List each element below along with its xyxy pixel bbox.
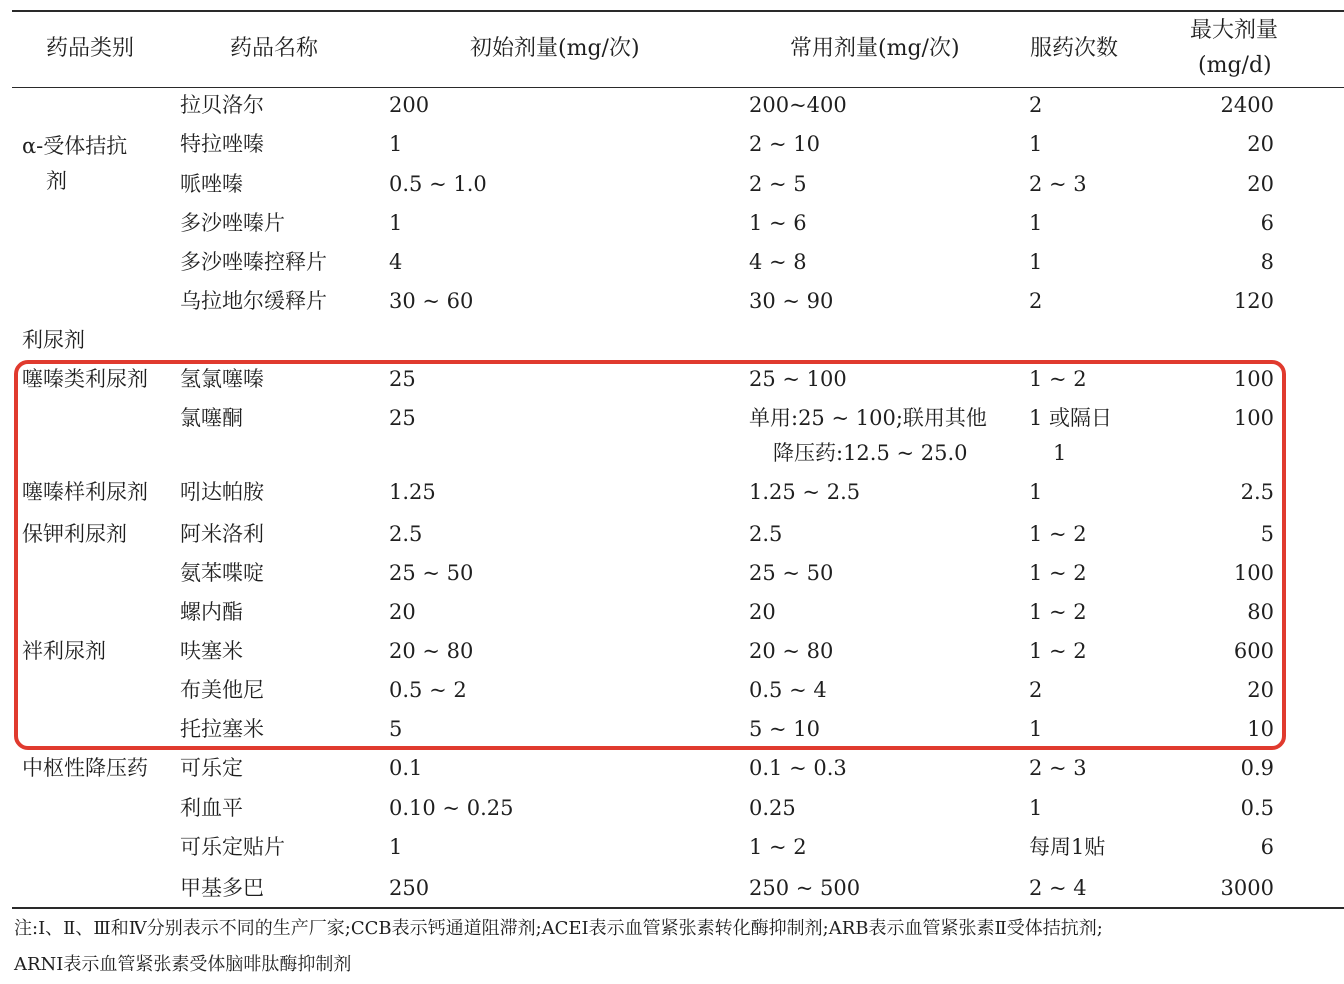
usual-dose: 4 ~ 8: [749, 250, 807, 274]
initial-dose: 25 ~ 50: [389, 561, 474, 585]
usual-dose: 200~400: [749, 93, 847, 117]
drug-name: 特拉唑嗪: [180, 132, 264, 156]
initial-dose: 20 ~ 80: [389, 639, 474, 663]
max-dose: 20: [1247, 678, 1274, 702]
dose-frequency: 1 ~ 2: [1029, 600, 1087, 624]
initial-dose: 4: [389, 250, 403, 274]
drug-name: 吲达帕胺: [180, 480, 264, 504]
initial-dose: 0.5 ~ 2: [389, 678, 467, 702]
dose-frequency: 1: [1029, 480, 1043, 504]
drug-name: 甲基多巴: [180, 876, 264, 900]
table-bottom-rule: [12, 907, 1344, 909]
max-dose: 6: [1260, 835, 1274, 859]
max-dose: 100: [1233, 561, 1274, 585]
category-thiazide: 噻嗪类利尿剂: [22, 367, 148, 391]
initial-dose: 5: [389, 717, 403, 741]
dose-frequency: 1: [1029, 796, 1043, 820]
usual-dose-cont: 降压药:12.5 ~ 25.0: [773, 441, 968, 465]
category-alpha-blocker-cont: 剂: [46, 169, 67, 193]
max-dose: 8: [1260, 250, 1274, 274]
initial-dose: 200: [389, 93, 430, 117]
initial-dose: 20: [389, 600, 416, 624]
usual-dose: 25 ~ 50: [749, 561, 834, 585]
initial-dose: 1.25: [389, 480, 436, 504]
drug-name: 氯噻酮: [180, 406, 243, 430]
header-max-dose-unit: (mg/d): [1198, 53, 1272, 78]
usual-dose: 30 ~ 90: [749, 289, 834, 313]
usual-dose: 250 ~ 500: [749, 876, 861, 900]
max-dose: 2.5: [1240, 480, 1274, 504]
max-dose: 100: [1233, 406, 1274, 430]
header-max-dose: 最大剂量: [1190, 18, 1279, 43]
drug-name: 阿米洛利: [180, 522, 264, 546]
drug-name: 哌唑嗪: [180, 172, 243, 196]
dose-frequency: 1 ~ 2: [1029, 561, 1087, 585]
category-diuretic: 利尿剂: [22, 328, 85, 352]
drug-name: 布美他尼: [180, 678, 264, 702]
max-dose: 20: [1247, 132, 1274, 156]
drug-name: 托拉塞米: [180, 717, 264, 741]
usual-dose: 1 ~ 6: [749, 211, 807, 235]
max-dose: 0.9: [1240, 756, 1274, 780]
drug-name: 可乐定: [180, 756, 243, 780]
category-loop-diuretic: 袢利尿剂: [22, 639, 106, 663]
max-dose: 5: [1260, 522, 1274, 546]
dose-frequency: 2 ~ 4: [1029, 876, 1087, 900]
header-rule: [12, 87, 1344, 88]
dose-frequency: 2 ~ 3: [1029, 172, 1087, 196]
header-initial-dose: 初始剂量(mg/次): [470, 36, 640, 61]
max-dose: 100: [1233, 367, 1274, 391]
dose-frequency: 1: [1029, 211, 1043, 235]
initial-dose: 250: [389, 876, 430, 900]
usual-dose: 25 ~ 100: [749, 367, 847, 391]
category-thiazide-like: 噻嗪样利尿剂: [22, 480, 148, 504]
usual-dose: 单用:25 ~ 100;联用其他: [749, 406, 987, 430]
drug-name: 拉贝洛尔: [180, 93, 264, 117]
category-central: 中枢性降压药: [22, 756, 148, 780]
max-dose: 0.5: [1240, 796, 1274, 820]
drug-name: 利血平: [180, 796, 243, 820]
max-dose: 120: [1233, 289, 1274, 313]
category-alpha-blocker: α-受体拮抗: [22, 134, 128, 158]
max-dose: 10: [1247, 717, 1274, 741]
initial-dose: 1: [389, 835, 403, 859]
dose-frequency: 1 或隔日: [1029, 406, 1113, 430]
initial-dose: 1: [389, 211, 403, 235]
max-dose: 2400: [1220, 93, 1274, 117]
dose-frequency: 1 ~ 2: [1029, 522, 1087, 546]
dose-frequency: 1: [1029, 132, 1043, 156]
drug-name: 可乐定贴片: [180, 835, 285, 859]
usual-dose: 0.5 ~ 4: [749, 678, 827, 702]
max-dose: 80: [1247, 600, 1274, 624]
usual-dose: 2 ~ 10: [749, 132, 821, 156]
header-category: 药品类别: [46, 36, 135, 61]
dose-frequency: 1 ~ 2: [1029, 367, 1087, 391]
drug-name: 多沙唑嗪控释片: [180, 250, 327, 274]
initial-dose: 0.5 ~ 1.0: [389, 172, 487, 196]
max-dose: 600: [1233, 639, 1274, 663]
highlight-box: [14, 360, 1286, 750]
dose-frequency: 2 ~ 3: [1029, 756, 1087, 780]
dose-frequency: 2: [1029, 678, 1043, 702]
usual-dose: 5 ~ 10: [749, 717, 821, 741]
dose-frequency: 1: [1029, 717, 1043, 741]
dose-frequency: 2: [1029, 93, 1043, 117]
table-top-rule: [12, 10, 1344, 12]
drug-name: 螺内酯: [180, 600, 243, 624]
dose-frequency: 1: [1029, 250, 1043, 274]
usual-dose: 1 ~ 2: [749, 835, 807, 859]
drug-name: 呋塞米: [180, 639, 243, 663]
table-note-line1: 注:Ⅰ、Ⅱ、Ⅲ和Ⅳ分别表示不同的生产厂家;CCB表示钙通道阻滞剂;ACEI表示血管紧张素转化酶抑制剂;ARB表示血管紧张素Ⅱ受体拮抗剂;: [14, 918, 1103, 939]
usual-dose: 2 ~ 5: [749, 172, 807, 196]
initial-dose: 0.10 ~ 0.25: [389, 796, 514, 820]
drug-name: 氢氯噻嗪: [180, 367, 264, 391]
usual-dose: 20 ~ 80: [749, 639, 834, 663]
dose-frequency-cont: 1: [1053, 441, 1067, 465]
initial-dose: 30 ~ 60: [389, 289, 474, 313]
header-drug-name: 药品名称: [230, 36, 319, 61]
usual-dose: 2.5: [749, 522, 783, 546]
initial-dose: 25: [389, 406, 416, 430]
dose-frequency: 1 ~ 2: [1029, 639, 1087, 663]
header-usual-dose: 常用剂量(mg/次): [790, 36, 960, 61]
usual-dose: 0.25: [749, 796, 796, 820]
initial-dose: 1: [389, 132, 403, 156]
initial-dose: 25: [389, 367, 416, 391]
drug-name: 多沙唑嗪片: [180, 211, 285, 235]
drug-name: 乌拉地尔缓释片: [180, 289, 327, 313]
max-dose: 3000: [1220, 876, 1274, 900]
max-dose: 6: [1260, 211, 1274, 235]
drug-name: 氨苯喋啶: [180, 561, 264, 585]
usual-dose: 1.25 ~ 2.5: [749, 480, 861, 504]
initial-dose: 0.1: [389, 756, 423, 780]
category-potassium-sparing: 保钾利尿剂: [22, 522, 127, 546]
dose-frequency: 每周1贴: [1029, 835, 1106, 859]
dose-frequency: 2: [1029, 289, 1043, 313]
max-dose: 20: [1247, 172, 1274, 196]
table-note-line2: ARNI表示血管紧张素受体脑啡肽酶抑制剂: [14, 954, 352, 975]
header-frequency: 服药次数: [1030, 36, 1119, 61]
usual-dose: 0.1 ~ 0.3: [749, 756, 847, 780]
usual-dose: 20: [749, 600, 776, 624]
initial-dose: 2.5: [389, 522, 423, 546]
